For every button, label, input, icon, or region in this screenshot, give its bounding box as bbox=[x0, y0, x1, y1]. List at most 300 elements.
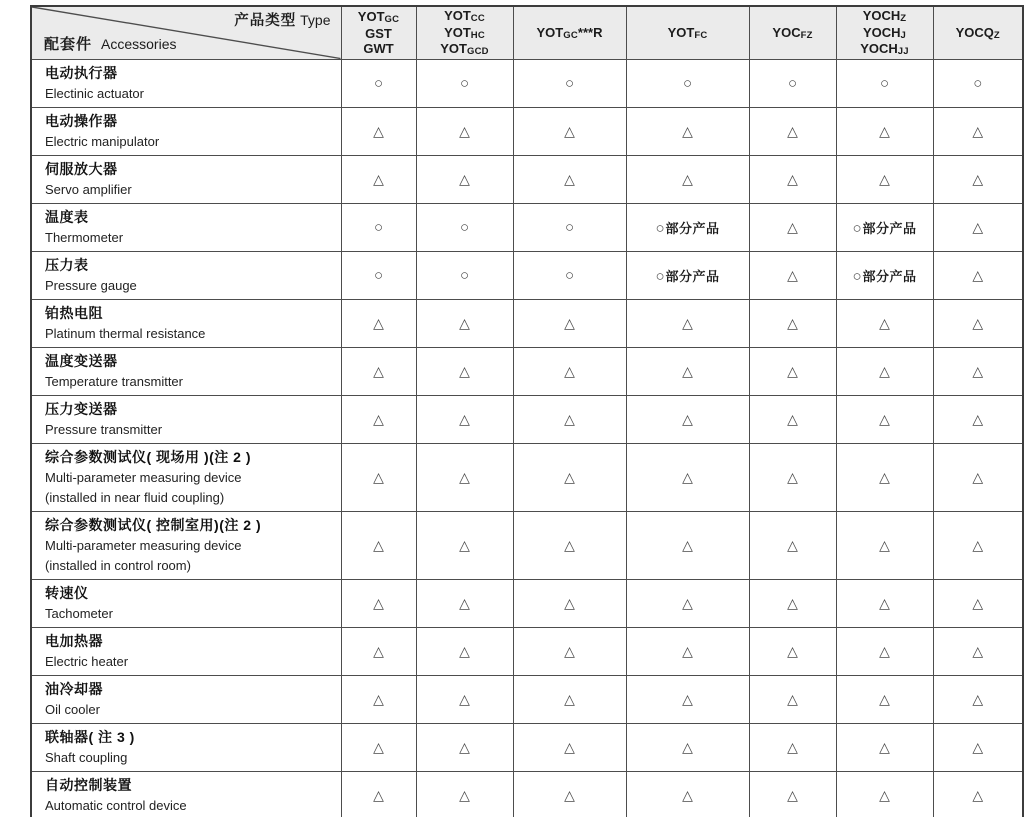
accessory-row bbox=[31, 443, 1023, 511]
compatibility-cell bbox=[749, 579, 836, 627]
triangle-symbol-icon: △ bbox=[972, 690, 984, 707]
triangle-symbol-icon: △ bbox=[373, 594, 384, 611]
triangle-symbol-icon: △ bbox=[787, 170, 798, 187]
compatibility-cell bbox=[626, 771, 749, 817]
triangle-symbol-icon: △ bbox=[787, 738, 798, 755]
triangle-symbol-icon: △ bbox=[373, 738, 384, 755]
product-column-header bbox=[341, 6, 416, 59]
compatibility-cell bbox=[933, 251, 1023, 299]
accessory-name-en: Oil cooler bbox=[45, 701, 100, 717]
triangle-symbol-icon: △ bbox=[459, 362, 470, 379]
product-column-header bbox=[416, 6, 513, 59]
compatibility-cell bbox=[836, 203, 933, 251]
product-column-header bbox=[626, 6, 749, 59]
triangle-symbol-icon: △ bbox=[972, 410, 984, 427]
accessory-name-en-line2: (installed in near fluid coupling) bbox=[45, 489, 225, 505]
triangle-symbol-icon: △ bbox=[879, 536, 890, 553]
triangle-symbol-icon: △ bbox=[564, 468, 575, 485]
compatibility-cell bbox=[626, 579, 749, 627]
accessory-name-zh: 伺服放大器 bbox=[45, 160, 118, 177]
compatibility-cell bbox=[933, 675, 1023, 723]
triangle-symbol-icon: △ bbox=[373, 122, 384, 139]
compatibility-cell bbox=[626, 675, 749, 723]
triangle-symbol-icon: △ bbox=[682, 594, 693, 611]
accessory-name-cell bbox=[31, 59, 341, 107]
accessory-name-zh: 综合参数测试仪( 控制室用)(注 2 ) bbox=[45, 516, 262, 533]
compatibility-cell bbox=[836, 107, 933, 155]
triangle-symbol-icon: △ bbox=[459, 536, 470, 553]
triangle-symbol-icon: △ bbox=[373, 536, 384, 553]
triangle-symbol-icon: △ bbox=[564, 170, 575, 187]
compatibility-cell bbox=[933, 627, 1023, 675]
compatibility-cell bbox=[749, 723, 836, 771]
product-type-name: YOTGCD bbox=[440, 40, 489, 57]
triangle-symbol-icon: △ bbox=[972, 738, 984, 755]
compatibility-cell bbox=[341, 511, 416, 579]
triangle-symbol-icon: △ bbox=[972, 314, 984, 331]
triangle-symbol-icon: △ bbox=[787, 266, 798, 283]
triangle-symbol-icon: △ bbox=[682, 642, 693, 659]
triangle-symbol-icon: △ bbox=[564, 594, 575, 611]
triangle-symbol-icon: △ bbox=[787, 468, 798, 485]
accessory-name-zh: 自动控制装置 bbox=[45, 776, 132, 793]
product-type-label-zh: 产品类型 bbox=[234, 13, 297, 29]
product-type-name: YOTGC***R bbox=[536, 24, 603, 41]
compatibility-cell bbox=[341, 395, 416, 443]
accessory-name-cell bbox=[31, 443, 341, 511]
circle-symbol-icon: ○ bbox=[564, 266, 575, 284]
triangle-symbol-icon: △ bbox=[564, 122, 575, 139]
accessory-row bbox=[31, 203, 1023, 251]
triangle-symbol-icon: △ bbox=[459, 642, 470, 659]
accessory-row bbox=[31, 395, 1023, 443]
product-type-name: YOCHZ bbox=[862, 8, 907, 25]
accessory-name-en: Servo amplifier bbox=[45, 181, 132, 197]
compatibility-cell bbox=[836, 723, 933, 771]
partial-products-label: 部分产品 bbox=[665, 220, 720, 236]
accessory-row bbox=[31, 771, 1023, 817]
compatibility-cell bbox=[416, 579, 513, 627]
accessory-row bbox=[31, 59, 1023, 107]
product-type-name: YOCQZ bbox=[955, 24, 1000, 41]
triangle-symbol-icon: △ bbox=[879, 314, 890, 331]
header-row bbox=[31, 6, 1023, 59]
compatibility-cell bbox=[513, 443, 626, 511]
compatibility-cell bbox=[933, 107, 1023, 155]
circle-symbol-icon: ○ bbox=[373, 218, 384, 236]
product-type-name: YOCHJJ bbox=[860, 40, 909, 57]
triangle-symbol-icon: △ bbox=[373, 786, 384, 803]
product-type-name: YOTFC bbox=[667, 24, 708, 41]
accessory-name-en: Multi-parameter measuring device bbox=[45, 537, 242, 553]
accessory-name-cell bbox=[31, 155, 341, 203]
accessory-name-en: Temperature transmitter bbox=[45, 373, 183, 389]
accessory-name-zh: 铂热电阻 bbox=[45, 304, 103, 321]
triangle-symbol-icon: △ bbox=[459, 122, 470, 139]
triangle-symbol-icon: △ bbox=[459, 690, 470, 707]
compatibility-cell bbox=[513, 59, 626, 107]
compatibility-cell bbox=[933, 395, 1023, 443]
compatibility-cell bbox=[341, 675, 416, 723]
triangle-symbol-icon: △ bbox=[682, 468, 693, 485]
compatibility-cell bbox=[513, 723, 626, 771]
accessory-row bbox=[31, 251, 1023, 299]
triangle-symbol-icon: △ bbox=[879, 362, 890, 379]
accessory-name-zh: 温度表 bbox=[45, 208, 89, 225]
triangle-symbol-icon: △ bbox=[682, 786, 693, 803]
compatibility-cell bbox=[749, 395, 836, 443]
compatibility-cell bbox=[836, 675, 933, 723]
product-type-name: YOCHJ bbox=[862, 24, 907, 41]
compatibility-cell bbox=[416, 627, 513, 675]
triangle-symbol-icon: △ bbox=[564, 410, 575, 427]
circle-symbol-icon: ○ bbox=[564, 74, 575, 92]
compatibility-cell bbox=[513, 771, 626, 817]
triangle-symbol-icon: △ bbox=[682, 362, 693, 379]
accessories-compatibility-table bbox=[30, 5, 1024, 817]
compatibility-cell bbox=[341, 203, 416, 251]
triangle-symbol-icon: △ bbox=[564, 786, 575, 803]
circle-symbol-icon: ○ bbox=[787, 74, 798, 92]
triangle-symbol-icon: △ bbox=[459, 468, 470, 485]
compatibility-cell bbox=[749, 59, 836, 107]
compatibility-cell bbox=[836, 395, 933, 443]
accessory-name-en: Multi-parameter measuring device bbox=[45, 469, 242, 485]
compatibility-cell bbox=[836, 155, 933, 203]
accessory-name-cell bbox=[31, 723, 341, 771]
triangle-symbol-icon: △ bbox=[564, 642, 575, 659]
compatibility-cell bbox=[416, 155, 513, 203]
compatibility-cell bbox=[836, 627, 933, 675]
product-type-name: GWT bbox=[363, 40, 394, 56]
product-column-header bbox=[836, 6, 933, 59]
accessory-row bbox=[31, 347, 1023, 395]
compatibility-cell bbox=[416, 511, 513, 579]
compatibility-cell bbox=[341, 251, 416, 299]
compatibility-cell bbox=[933, 579, 1023, 627]
partial-products-label: 部分产品 bbox=[862, 268, 917, 284]
triangle-symbol-icon: △ bbox=[564, 536, 575, 553]
compatibility-cell bbox=[836, 59, 933, 107]
circle-symbol-icon: ○ bbox=[973, 74, 983, 92]
compatibility-cell bbox=[416, 59, 513, 107]
compatibility-cell bbox=[341, 59, 416, 107]
accessory-name-cell bbox=[31, 347, 341, 395]
accessory-name-en: Thermometer bbox=[45, 229, 124, 245]
accessory-name-zh: 电加热器 bbox=[45, 632, 103, 649]
compatibility-cell bbox=[749, 299, 836, 347]
triangle-symbol-icon: △ bbox=[682, 170, 693, 187]
compatibility-cell bbox=[749, 155, 836, 203]
accessory-name-en: Automatic control device bbox=[45, 797, 187, 813]
accessory-row bbox=[31, 723, 1023, 771]
compatibility-cell bbox=[416, 723, 513, 771]
accessory-name-cell bbox=[31, 395, 341, 443]
compatibility-cell bbox=[626, 251, 749, 299]
compatibility-cell bbox=[749, 627, 836, 675]
triangle-symbol-icon: △ bbox=[787, 786, 798, 803]
compatibility-cell bbox=[513, 511, 626, 579]
compatibility-cell bbox=[513, 579, 626, 627]
compatibility-cell bbox=[416, 395, 513, 443]
accessory-name-zh: 压力表 bbox=[45, 256, 89, 273]
compatibility-cell bbox=[626, 627, 749, 675]
triangle-symbol-icon: △ bbox=[972, 362, 984, 379]
accessories-label bbox=[44, 36, 176, 54]
triangle-symbol-icon: △ bbox=[682, 738, 693, 755]
product-type-name: YOTHC bbox=[444, 24, 485, 41]
accessory-row bbox=[31, 511, 1023, 579]
triangle-symbol-icon: △ bbox=[879, 786, 890, 803]
triangle-symbol-icon: △ bbox=[787, 690, 798, 707]
triangle-symbol-icon: △ bbox=[972, 170, 984, 187]
circle-symbol-icon: ○ bbox=[655, 267, 665, 285]
product-type-name: YOCFZ bbox=[772, 24, 813, 41]
compatibility-cell bbox=[513, 299, 626, 347]
compatibility-cell bbox=[626, 723, 749, 771]
compatibility-cell bbox=[749, 511, 836, 579]
triangle-symbol-icon: △ bbox=[787, 218, 798, 235]
compatibility-cell bbox=[836, 771, 933, 817]
compatibility-cell bbox=[341, 155, 416, 203]
triangle-symbol-icon: △ bbox=[787, 362, 798, 379]
compatibility-cell bbox=[836, 251, 933, 299]
compatibility-cell bbox=[933, 59, 1023, 107]
accessory-name-en: Pressure transmitter bbox=[45, 421, 163, 437]
product-column-header bbox=[749, 6, 836, 59]
triangle-symbol-icon: △ bbox=[564, 362, 575, 379]
accessory-name-en: Pressure gauge bbox=[45, 277, 137, 293]
accessory-name-en-line2: (installed in control room) bbox=[45, 557, 191, 573]
product-column-header bbox=[513, 6, 626, 59]
compatibility-cell bbox=[933, 443, 1023, 511]
accessory-name-cell bbox=[31, 771, 341, 817]
accessory-name-cell bbox=[31, 675, 341, 723]
triangle-symbol-icon: △ bbox=[972, 266, 984, 283]
accessory-name-en: Electric heater bbox=[45, 653, 129, 669]
circle-symbol-icon: ○ bbox=[459, 218, 470, 236]
accessories-label-zh: 配套件 bbox=[44, 35, 93, 53]
compatibility-cell bbox=[933, 347, 1023, 395]
compatibility-cell bbox=[416, 443, 513, 511]
accessory-name-zh: 联轴器( 注 3 ) bbox=[45, 728, 135, 745]
compatibility-cell bbox=[341, 347, 416, 395]
compatibility-cell bbox=[626, 155, 749, 203]
triangle-symbol-icon: △ bbox=[879, 690, 890, 707]
compatibility-cell bbox=[749, 443, 836, 511]
triangle-symbol-icon: △ bbox=[373, 362, 384, 379]
product-type-label-en: Type bbox=[300, 12, 331, 28]
partial-products-label: 部分产品 bbox=[665, 268, 720, 284]
triangle-symbol-icon: △ bbox=[879, 594, 890, 611]
compatibility-cell bbox=[749, 675, 836, 723]
triangle-symbol-icon: △ bbox=[787, 594, 798, 611]
compatibility-cell bbox=[836, 299, 933, 347]
circle-symbol-icon: ○ bbox=[459, 266, 470, 284]
accessory-name-cell bbox=[31, 299, 341, 347]
accessory-name-zh: 压力变送器 bbox=[45, 400, 118, 417]
compatibility-cell bbox=[626, 347, 749, 395]
triangle-symbol-icon: △ bbox=[972, 122, 984, 139]
compatibility-cell bbox=[341, 299, 416, 347]
compatibility-cell bbox=[416, 251, 513, 299]
accessory-row bbox=[31, 299, 1023, 347]
compatibility-cell bbox=[513, 627, 626, 675]
circle-symbol-icon: ○ bbox=[682, 74, 693, 92]
triangle-symbol-icon: △ bbox=[564, 738, 575, 755]
triangle-symbol-icon: △ bbox=[972, 218, 984, 235]
triangle-symbol-icon: △ bbox=[972, 786, 984, 803]
compatibility-cell bbox=[341, 771, 416, 817]
accessory-row bbox=[31, 675, 1023, 723]
table-body bbox=[31, 59, 1023, 817]
compatibility-cell bbox=[749, 347, 836, 395]
accessory-row bbox=[31, 627, 1023, 675]
compatibility-cell bbox=[749, 203, 836, 251]
accessory-name-en: Tachometer bbox=[45, 605, 113, 621]
compatibility-cell bbox=[513, 107, 626, 155]
compatibility-cell bbox=[341, 107, 416, 155]
compatibility-cell bbox=[836, 579, 933, 627]
triangle-symbol-icon: △ bbox=[787, 536, 798, 553]
compatibility-cell bbox=[341, 723, 416, 771]
triangle-symbol-icon: △ bbox=[459, 170, 470, 187]
circle-symbol-icon: ○ bbox=[879, 74, 890, 92]
accessory-name-zh: 转速仪 bbox=[45, 584, 89, 601]
triangle-symbol-icon: △ bbox=[564, 314, 575, 331]
partial-products-label: 部分产品 bbox=[862, 220, 917, 236]
triangle-symbol-icon: △ bbox=[373, 468, 384, 485]
accessory-name-zh: 油冷却器 bbox=[45, 680, 103, 697]
compatibility-cell bbox=[416, 771, 513, 817]
compatibility-cell bbox=[513, 203, 626, 251]
accessory-name-cell bbox=[31, 511, 341, 579]
accessory-name-cell bbox=[31, 627, 341, 675]
compatibility-cell bbox=[933, 155, 1023, 203]
accessory-row bbox=[31, 155, 1023, 203]
corner-cell bbox=[31, 6, 341, 59]
triangle-symbol-icon: △ bbox=[459, 786, 470, 803]
circle-symbol-icon: ○ bbox=[852, 219, 862, 237]
compatibility-cell bbox=[933, 511, 1023, 579]
circle-symbol-icon: ○ bbox=[655, 219, 665, 237]
compatibility-cell bbox=[341, 627, 416, 675]
triangle-symbol-icon: △ bbox=[972, 468, 984, 485]
product-type-label bbox=[234, 12, 330, 30]
triangle-symbol-icon: △ bbox=[879, 738, 890, 755]
triangle-symbol-icon: △ bbox=[682, 536, 693, 553]
accessory-name-cell bbox=[31, 579, 341, 627]
triangle-symbol-icon: △ bbox=[879, 170, 890, 187]
product-type-name: YOTCC bbox=[444, 8, 485, 25]
compatibility-cell bbox=[749, 251, 836, 299]
compatibility-cell bbox=[341, 579, 416, 627]
triangle-symbol-icon: △ bbox=[787, 122, 798, 139]
compatibility-cell bbox=[513, 675, 626, 723]
triangle-symbol-icon: △ bbox=[787, 410, 798, 427]
accessory-name-zh: 综合参数测试仪( 现场用 )(注 2 ) bbox=[45, 448, 251, 465]
accessory-name-zh: 电动执行器 bbox=[45, 64, 118, 81]
accessories-label-en: Accessories bbox=[101, 35, 177, 52]
compatibility-cell bbox=[416, 299, 513, 347]
product-type-name: GST bbox=[365, 25, 392, 41]
triangle-symbol-icon: △ bbox=[459, 594, 470, 611]
accessory-name-zh: 电动操作器 bbox=[45, 112, 118, 129]
triangle-symbol-icon: △ bbox=[564, 690, 575, 707]
compatibility-cell bbox=[513, 251, 626, 299]
compatibility-cell bbox=[836, 511, 933, 579]
accessory-name-cell bbox=[31, 107, 341, 155]
triangle-symbol-icon: △ bbox=[373, 410, 384, 427]
accessory-row bbox=[31, 107, 1023, 155]
compatibility-cell bbox=[416, 675, 513, 723]
compatibility-cell bbox=[836, 443, 933, 511]
compatibility-cell bbox=[933, 723, 1023, 771]
triangle-symbol-icon: △ bbox=[972, 642, 984, 659]
product-type-name: YOTGC bbox=[357, 9, 400, 26]
compatibility-cell bbox=[416, 107, 513, 155]
circle-symbol-icon: ○ bbox=[373, 266, 384, 284]
circle-symbol-icon: ○ bbox=[852, 267, 862, 285]
triangle-symbol-icon: △ bbox=[879, 468, 890, 485]
triangle-symbol-icon: △ bbox=[879, 642, 890, 659]
compatibility-cell bbox=[626, 299, 749, 347]
compatibility-cell bbox=[513, 155, 626, 203]
triangle-symbol-icon: △ bbox=[373, 170, 384, 187]
compatibility-cell bbox=[933, 203, 1023, 251]
compatibility-cell bbox=[341, 443, 416, 511]
compatibility-cell bbox=[749, 771, 836, 817]
circle-symbol-icon: ○ bbox=[459, 74, 470, 92]
compatibility-cell bbox=[416, 203, 513, 251]
triangle-symbol-icon: △ bbox=[972, 536, 984, 553]
compatibility-cell bbox=[626, 443, 749, 511]
triangle-symbol-icon: △ bbox=[682, 410, 693, 427]
compatibility-cell bbox=[933, 299, 1023, 347]
compatibility-cell bbox=[626, 107, 749, 155]
triangle-symbol-icon: △ bbox=[459, 410, 470, 427]
accessory-row bbox=[31, 579, 1023, 627]
triangle-symbol-icon: △ bbox=[682, 314, 693, 331]
triangle-symbol-icon: △ bbox=[459, 314, 470, 331]
triangle-symbol-icon: △ bbox=[373, 642, 384, 659]
compatibility-cell bbox=[513, 347, 626, 395]
triangle-symbol-icon: △ bbox=[787, 314, 798, 331]
compatibility-cell bbox=[416, 347, 513, 395]
compatibility-cell bbox=[836, 347, 933, 395]
triangle-symbol-icon: △ bbox=[682, 690, 693, 707]
triangle-symbol-icon: △ bbox=[373, 314, 384, 331]
triangle-symbol-icon: △ bbox=[879, 410, 890, 427]
compatibility-cell bbox=[626, 203, 749, 251]
product-column-header bbox=[933, 6, 1023, 59]
triangle-symbol-icon: △ bbox=[373, 690, 384, 707]
accessory-name-cell bbox=[31, 203, 341, 251]
compatibility-cell bbox=[626, 511, 749, 579]
accessory-name-en: Electric manipulator bbox=[45, 133, 160, 149]
accessory-name-en: Electinic actuator bbox=[45, 85, 144, 101]
accessory-name-cell bbox=[31, 251, 341, 299]
triangle-symbol-icon: △ bbox=[787, 642, 798, 659]
triangle-symbol-icon: △ bbox=[459, 738, 470, 755]
circle-symbol-icon: ○ bbox=[373, 74, 384, 92]
triangle-symbol-icon: △ bbox=[682, 122, 693, 139]
compatibility-cell bbox=[749, 107, 836, 155]
triangle-symbol-icon: △ bbox=[879, 122, 890, 139]
triangle-symbol-icon: △ bbox=[972, 594, 984, 611]
accessory-name-en: Platinum thermal resistance bbox=[45, 325, 206, 341]
accessory-name-zh: 温度变送器 bbox=[45, 352, 118, 369]
